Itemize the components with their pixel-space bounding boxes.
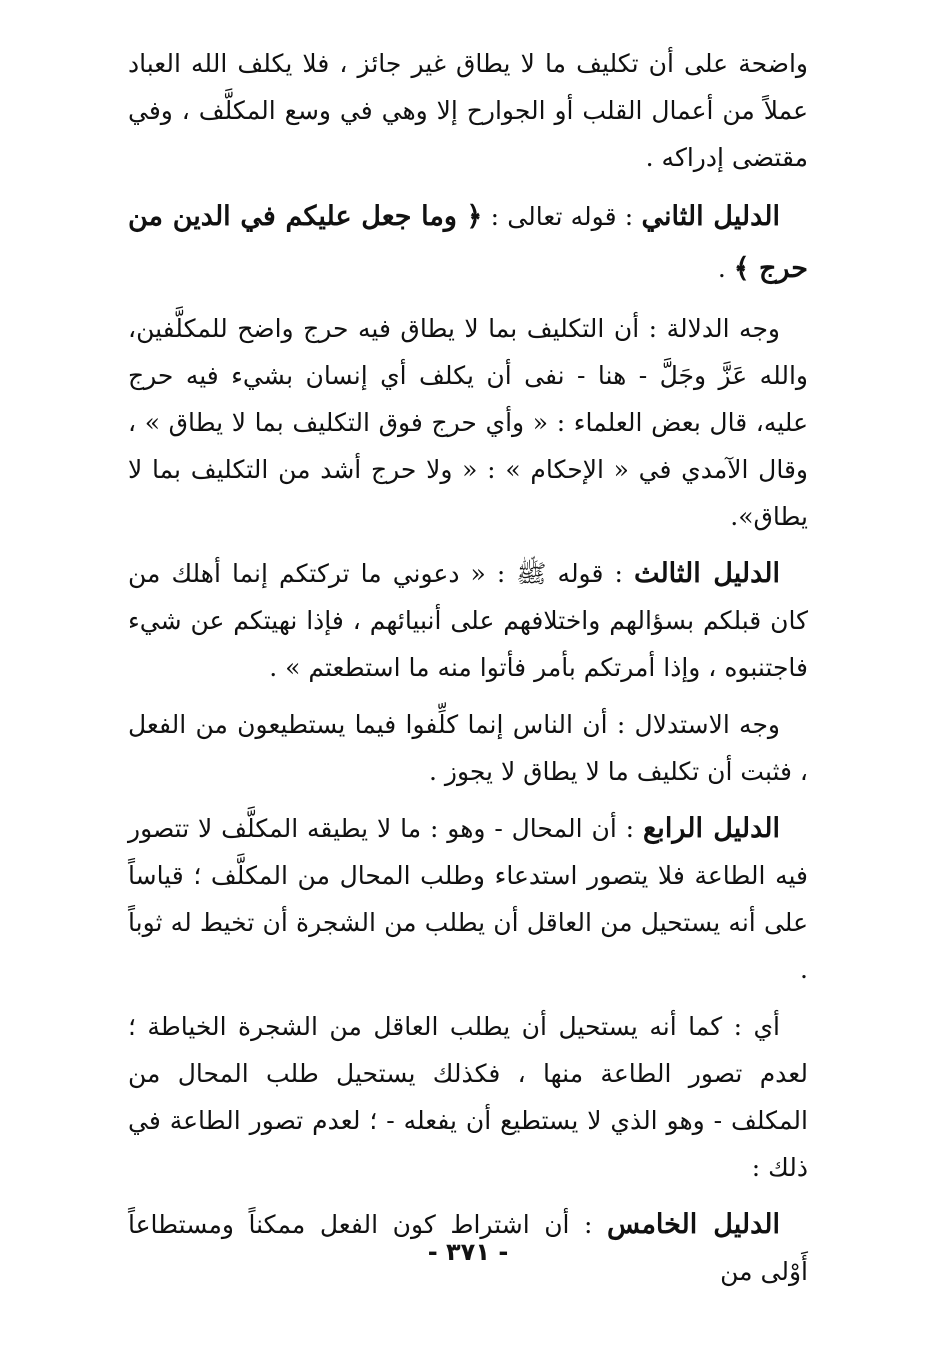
evidence-5-heading: الدليل الخامس bbox=[607, 1209, 781, 1240]
evidence-4-heading: الدليل الرابع bbox=[642, 813, 780, 844]
page-body bbox=[128, 40, 808, 1305]
evidence-5-text: : أن اشتراط كون الفعل ممكناً ومستطاعاً أَوْلى من bbox=[128, 1210, 808, 1286]
evidence-2-tail: . bbox=[717, 254, 734, 283]
paragraph-5 bbox=[128, 701, 808, 795]
paragraph-3 bbox=[128, 305, 808, 540]
evidence-2-intro: : قوله تعالى : bbox=[482, 202, 642, 231]
paragraph-3-text: وجه الدلالة : أن التكليف بما لا يطاق فيه حرج واضح للمكلَّفين، والله عَزَّ وجَلَّ - هنا - نفى أن يكلف أي إنسان بشيء فيه حرج عليه، قال بعض العلماء : « وأي حرج فوق التكليف بما لا يطاق » ، وقال الآمدي في « الإحكام » : « ولا حرج أشد من التكليف بما لا يطاق». bbox=[128, 314, 808, 531]
paragraph-1 bbox=[128, 40, 808, 181]
paragraph-1-text: واضحة على أن تكليف ما لا يطاق غير جائز ، فلا يكلف الله العباد عملاً من أعمال القلب أو الجوارح إلا وهي في وسع المكلَّف ، وفي مقتضى إدراكه . bbox=[128, 49, 808, 172]
quran-verse: ﴿ وما جعل عليكم في الدين من حرج ﴾ bbox=[128, 201, 808, 284]
paragraph-evidence-3 bbox=[128, 550, 808, 691]
paragraph-evidence-4 bbox=[128, 805, 808, 993]
evidence-3-text: : قوله ﷺ : « دعوني ما تركتكم إنما أهلك من كان قبلكم بسؤالهم واختلافهم على أنبيائهم ، فإذا نهيتكم عن شيء فاجتنبوه ، وإذا أمرتكم بأمر فأتوا منه ما استطعتم » . bbox=[128, 559, 808, 682]
page-number: - ٣٧١ - bbox=[427, 1238, 509, 1266]
paragraph-7-text: أي : كما أنه يستحيل أن يطلب العاقل من الشجرة الخياطة ؛ لعدم تصور الطاعة منها ، فكذلك يستحيل طلب المحال من المكلف - وهو الذي لا يستطيع أن يفعله - ؛ لعدم تصور الطاعة في ذلك : bbox=[128, 1012, 808, 1182]
paragraph-7 bbox=[128, 1003, 808, 1191]
paragraph-5-text: وجه الاستدلال : أن الناس إنما كلِّفوا فيما يستطيعون من الفعل ، فثبت أن تكليف ما لا يطاق لا يجوز . bbox=[128, 710, 808, 786]
paragraph-evidence-2 bbox=[128, 191, 808, 295]
evidence-3-heading: الدليل الثالث bbox=[633, 558, 780, 589]
evidence-2-heading: الدليل الثاني bbox=[641, 201, 780, 232]
evidence-4-text: : أن المحال - وهو : ما لا يطيقه المكلَّف لا تتصور فيه الطاعة فلا يتصور استدعاء وطلب المحال من المكلَّف ؛ قياساً على أنه يستحيل من العاقل أن يطلب من الشجرة أن تخيط له ثوباً . bbox=[128, 814, 808, 984]
